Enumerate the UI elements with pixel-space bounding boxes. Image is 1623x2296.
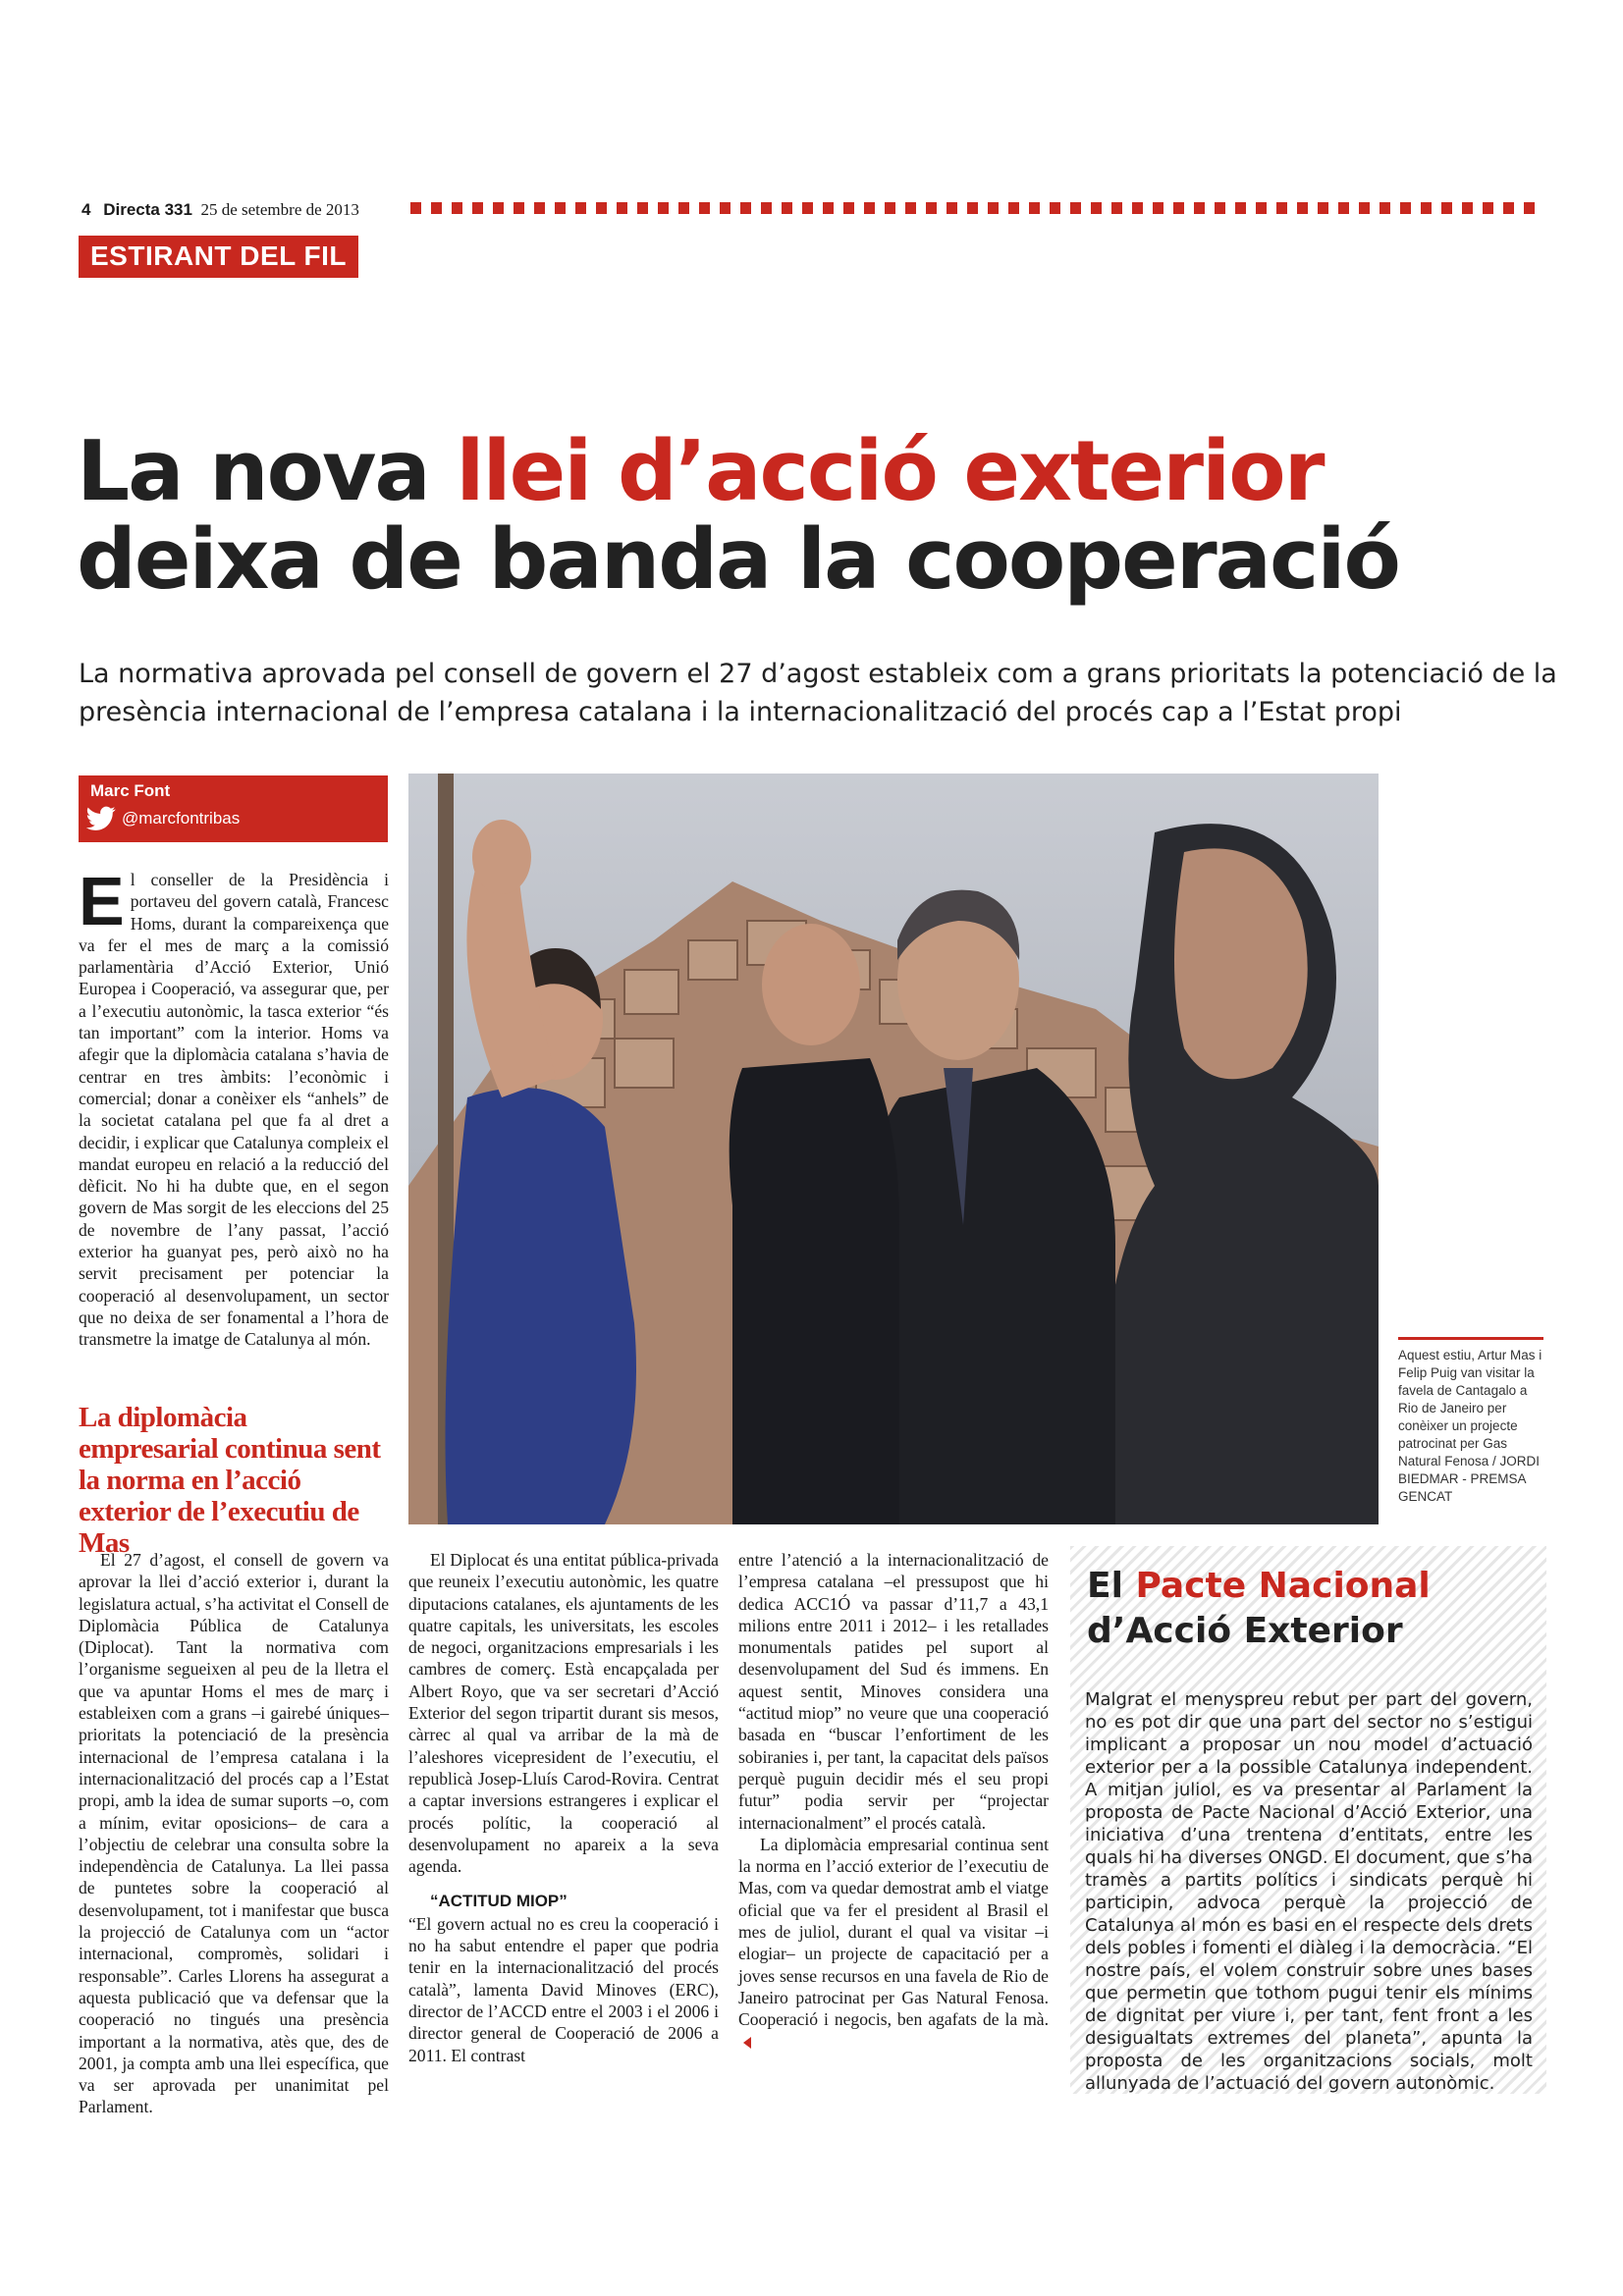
inline-subhead: “ACTITUD MIOP” (430, 1892, 568, 1911)
lower-column-2 (408, 1549, 719, 2066)
standfirst: La normativa aprovada pel consell de govern el 27 d’agost estableix com a grans prioritats la potenciació de la presència internacional de l’empresa catalana i la internacionalització del procés cap a l’Estat propi (79, 659, 1557, 727)
photo-illustration (408, 774, 1379, 1524)
dropcap: E (79, 863, 125, 939)
issue-date: 25 de setembre de 2013 (200, 200, 359, 219)
sidebar-body: Malgrat el menyspreu rebut per part del govern, no es pot dir que una part del sector no s’estigui implicant a proposar un nou model d’actuació exterior per a la possible Catalunya independent. A mitjan juliol, es va presentar al Parlament la proposta de Pacte Nacional d’Acció Exterior, una iniciativa d’una trentena d’entitats, entre les quals hi ha diverses ONGD. El document, que s’ha tramès a partits polítics i sindicats perquè hi participin, advoca perquè la projecció de Catalunya al món es basi en el respecte dels drets dels pobles i fomenti el diàleg i la democràcia. “El nostre país, el volem construir sobre unes bases que permetin que tothom pugui tenir els mínims de dignitat per viure i, per tant, fent front a les desigualtats extremes del planeta”, apunta la proposta de les organitzacions socials, molt allunyada de l’actuació del govern autonòmic. (1085, 1689, 1533, 2094)
lower-column-3 (738, 1549, 1049, 2053)
photo-caption: Aquest estiu, Artur Mas i Felip Puig van visitar la favela de Cantagalo a Rio de Janeiro per conèixer un projecte patrocinat per Gas Natural Fenosa / JORDI BIEDMAR - PREMSA GENCAT (1398, 1348, 1542, 1504)
intro-column (79, 863, 389, 1351)
masthead-dashed-rule (410, 202, 1544, 214)
intro-text: l conseller de la Presidència i portaveu del govern català, Francesc Homs, durant la compareixença que va fer el mes de març a la comissió parlamentària d’Acció Exterior, Unió Europea i Cooperació, va assegurar que, per a l’executiu autonòmic, la tasca exterior “és tan important” com la interior. Homs va afegir que la diplomàcia catalana s’havia de centrar en tres àmbits: l’econòmic i comercial; donar a conèixer els “anhels” de la societat catalana pel que fa al dret a decidir, i explicar que Catalunya compleix el mandat europeu en relació a la reducció del dèficit. No hi ha dubte que, en el segon govern de Mas sorgit de les eleccions del 25 de novembre de l’any passat, l’acció exterior ha guanyat pes, però això no ha servit precisament per potenciar la cooperació al desenvolupament, un sector que no deixa de ser fonamental a l’hora de transmetre la imatge de Catalunya al món. (79, 870, 389, 1350)
lower-column-2-p1: El Diplocat és una entitat pública-privada que reuneix l’executiu autonòmic, les quatre diputacions catalanes, els ajuntaments de les quatre capitals, les universitats, les escoles de negoci, organitzacions empresarials i les cambres de comerç. Està encapçalada per Albert Royo, que va ser secretari d’Acció Exterior del segon tripartit durant sis mesos, càrrec al qual va arribar de la mà de l’aleshores vicepresident de l’executiu, el republicà Josep-Lluís Carod-Rovira. Centrat a captar inversions estrangeres i explicar el procés polític, la cooperació al desenvolupament no apareix a la seva agenda. (408, 1550, 719, 1877)
page-number: 4 (81, 200, 91, 219)
sidebar-title-start: El (1087, 1566, 1136, 1606)
caption-rule (1398, 1337, 1543, 1340)
end-of-article-icon (743, 2037, 751, 2049)
column-subhead: La diplomàcia empresarial continua sent la norma en l’acció exterior de l’executiu de Mas (79, 1402, 381, 1559)
lower-column-3-p2-text: La diplomàcia empresarial continua sent la norma en l’acció exterior de l’executiu de Mas, com va quedar demostrat amb el viatge oficial que va fer el president al Brasil el mes de juliol, durant el qual va visitar –i elogiar– un projecte de capacitació per a joves sense recursos en una favela de Rio de Janeiro patrocinat per Gas Natural Fenosa. Cooperació i negocis, ben agafats de la mà. (738, 1834, 1049, 2030)
headline-line2: deixa de banda la cooperació (77, 511, 1399, 610)
byline-box (79, 775, 388, 842)
page-folio (81, 200, 359, 220)
twitter-bird-icon (86, 806, 116, 831)
sidebar-title (1087, 1564, 1431, 1654)
lower-column-2-p2: “El govern actual no es creu la cooperació i no ha sabut entendre el paper que podria tenir en la internacionalització del procés català”, lamenta David Minoves (ERC), director de l’ACCD entre el 2003 i el 2006 i director general de Cooperació de 2006 a 2011. El contrast (408, 1913, 719, 2065)
headline (77, 423, 1399, 610)
main-photo (408, 774, 1379, 1524)
lower-column-1 (79, 1549, 389, 2118)
twitter-handle-row[interactable] (86, 806, 240, 831)
publication-name: Directa 331 (103, 200, 192, 219)
headline-line1-start: La nova (77, 423, 457, 520)
section-tag: ESTIRANT DEL FIL (79, 236, 358, 278)
author-name: Marc Font (90, 781, 171, 800)
lower-column-3-p2 (738, 1834, 1049, 2053)
sidebar-title-line2: d’Acció Exterior (1087, 1611, 1403, 1651)
headline-highlight: llei d’acció exterior (456, 423, 1324, 520)
lower-column-3-p1: entre l’atenció a la internacionalització de l’empresa catalana –el pressupost que hi dedica ACC1Ó va passar d’11,7 a 43,1 milions entre 2011 i 2012– i les retallades monumentals patides pel suport al desenvolupament del Sud és immens. En aquest sentit, Minoves considera una “actitud miop” no veure que una cooperació basada en “buscar l’enfortiment de les sobiranies i, per tant, la capacitat dels països perquè puguin decidir més el seu propi futur” podia servir per “projectar internacionalment” el procés català. (738, 1550, 1049, 1833)
sidebar-title-highlight: Pacte Nacional (1135, 1566, 1431, 1606)
lower-column-1-text: El 27 d’agost, el consell de govern va aprovar la llei d’acció exterior i, durant la legislatura actual, s’ha activitat el Consell de Diplomàcia Pública de Catalunya (Diplocat). Tant la normativa com l’organisme segueixen al peu de la lletra el que va apuntar Homs el mes de març i estableixen com a grans –i gairebé úniques– prioritats la potenciació de la presència internacional de l’empresa catalana i la internacionalització del procés cap a l’Estat propi, amb la idea de sumar suports –o, com a mínim, evitar oposicions– de cara a l’objectiu de celebrar una consulta sobre la independència de Catalunya. La llei passa de puntetes sobre la cooperació al desenvolupament, tot i manifestar que busca la projecció de Catalunya com un “actor internacional, compromès, solidari i responsable”. Carles Llorens ha assegurat a aquesta publicació que va defensar que la cooperació no tingués una presència important a la normativa, atès que, des de 2001, ja compta amb una llei específica, que va ser aprovada per unanimitat pel Parlament. (79, 1550, 389, 2117)
twitter-handle: @marcfontribas (122, 809, 241, 828)
